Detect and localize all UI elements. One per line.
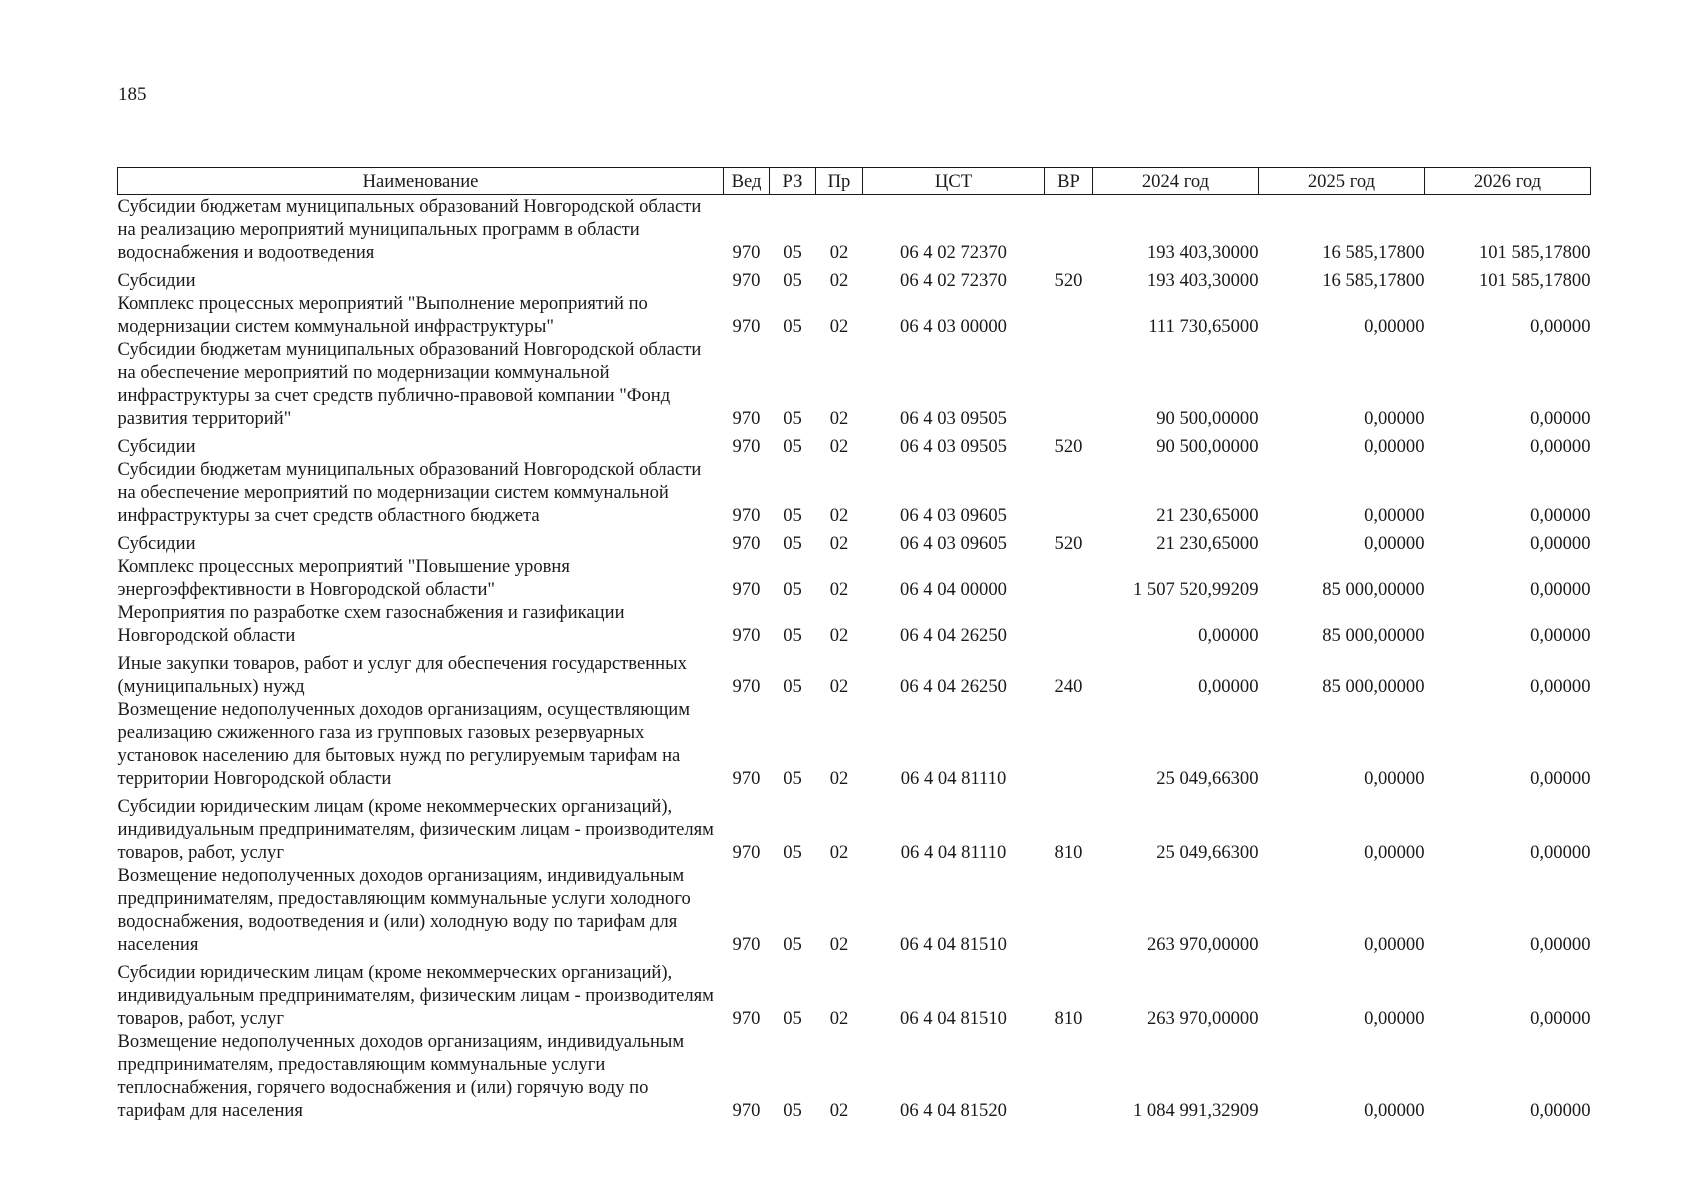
row-vr <box>1045 555 1093 601</box>
row-amount-2026: 0,00000 <box>1530 676 1591 697</box>
row-pr: 02 <box>829 625 849 646</box>
row-amount-2026: 0,00000 <box>1530 934 1591 955</box>
row-name: Комплекс процессных мероприятий "Повышение уровня энергоэффективности в Новгородской области" <box>117 556 570 600</box>
row-ved: 970 <box>732 676 761 697</box>
table-body <box>118 195 1591 1123</box>
row-rz: 05 <box>783 1008 802 1029</box>
row-cst: 06 4 03 09505 <box>900 408 1007 429</box>
row-name: Субсидии юридическим лицам (кроме некоммерческих организаций), индивидуальным предпринимателям, физическим лицам - производителям товаров, работ, услуг <box>117 796 714 863</box>
row-amount-2026: 0,00000 <box>1530 625 1591 646</box>
row-amount-2024: 1 084 991,32909 <box>1132 1100 1259 1121</box>
row-cst: 06 4 04 26250 <box>900 625 1007 646</box>
row-rz: 05 <box>783 505 802 526</box>
row-name: Субсидии <box>117 270 196 291</box>
row-name: Субсидии <box>117 436 196 457</box>
row-ved: 970 <box>732 436 761 457</box>
row-pr: 02 <box>829 842 849 863</box>
row-ved: 970 <box>732 625 761 646</box>
table-row <box>118 1030 1591 1122</box>
row-pr: 02 <box>829 768 849 789</box>
table-row <box>118 264 1591 292</box>
row-amount-2025: 0,00000 <box>1364 533 1425 554</box>
row-rz: 05 <box>783 533 802 554</box>
table-row <box>118 527 1591 555</box>
row-amount-2024: 21 230,65000 <box>1156 505 1259 526</box>
table-row <box>118 430 1591 458</box>
table-row <box>118 195 1591 265</box>
row-cst: 06 4 04 81110 <box>900 768 1007 789</box>
row-rz: 05 <box>783 1100 802 1121</box>
row-rz: 05 <box>783 242 802 263</box>
row-amount-2024: 193 403,30000 <box>1146 270 1259 291</box>
row-vr <box>1045 1030 1093 1122</box>
row-ved: 970 <box>732 842 761 863</box>
row-ved: 970 <box>732 768 761 789</box>
row-vr <box>1045 698 1093 790</box>
row-rz: 05 <box>783 579 802 600</box>
row-amount-2025: 85 000,00000 <box>1322 579 1425 600</box>
column-header-cst: ЦСТ <box>863 168 1045 195</box>
column-header-2024: 2024 год <box>1093 168 1259 195</box>
table-row <box>118 601 1591 647</box>
row-ved: 970 <box>732 934 761 955</box>
row-vr <box>1045 195 1093 265</box>
row-ved: 970 <box>732 270 761 291</box>
column-header-vr: ВР <box>1045 168 1093 195</box>
table-row <box>118 956 1591 1030</box>
row-pr: 02 <box>829 270 849 291</box>
row-cst: 06 4 02 72370 <box>900 270 1007 291</box>
table-header-row <box>118 168 1591 195</box>
row-amount-2024: 90 500,00000 <box>1156 408 1259 429</box>
row-pr: 02 <box>829 1100 849 1121</box>
row-cst: 06 4 03 09605 <box>900 533 1007 554</box>
row-vr <box>1045 458 1093 527</box>
row-vr: 520 <box>1054 533 1083 554</box>
row-pr: 02 <box>829 408 849 429</box>
row-name: Субсидии бюджетам муниципальных образований Новгородской области на обеспечение мероприятий по модернизации коммунальной инфраструктуры за счет средств публично-правовой компании "Фонд развития территорий" <box>117 339 702 429</box>
row-amount-2024: 263 970,00000 <box>1146 934 1259 955</box>
row-name: Мероприятия по разработке схем газоснабжения и газификации Новгородской области <box>117 602 625 646</box>
row-vr <box>1045 601 1093 647</box>
table-row <box>118 647 1591 698</box>
row-amount-2026: 0,00000 <box>1530 505 1591 526</box>
row-name: Возмещение недополученных доходов организациям, индивидуальным предпринимателям, предоставляющим коммунальные услуги холодного водоснабжения, водоотведения и (или) холодную воду по тарифам для населения <box>117 865 691 955</box>
row-cst: 06 4 04 81510 <box>900 1008 1007 1029</box>
row-pr: 02 <box>829 934 849 955</box>
table-row <box>118 338 1591 430</box>
row-cst: 06 4 02 72370 <box>900 242 1007 263</box>
row-ved: 970 <box>732 533 761 554</box>
row-vr: 520 <box>1054 270 1083 291</box>
row-amount-2024: 193 403,30000 <box>1146 242 1259 263</box>
budget-table <box>117 167 1591 1122</box>
row-amount-2025: 0,00000 <box>1364 408 1425 429</box>
row-amount-2025: 0,00000 <box>1364 934 1425 955</box>
row-pr: 02 <box>829 505 849 526</box>
row-amount-2024: 0,00000 <box>1198 676 1259 697</box>
row-pr: 02 <box>829 1008 849 1029</box>
row-amount-2025: 0,00000 <box>1364 1008 1425 1029</box>
row-amount-2024: 25 049,66300 <box>1156 842 1259 863</box>
row-amount-2025: 0,00000 <box>1364 505 1425 526</box>
row-amount-2026: 0,00000 <box>1530 533 1591 554</box>
page-number: 185 <box>118 84 147 105</box>
row-amount-2025: 16 585,17800 <box>1322 270 1425 291</box>
row-rz: 05 <box>783 270 802 291</box>
row-amount-2024: 25 049,66300 <box>1156 768 1259 789</box>
row-pr: 02 <box>829 316 849 337</box>
row-cst: 06 4 04 26250 <box>900 676 1007 697</box>
row-amount-2025: 0,00000 <box>1364 768 1425 789</box>
row-ved: 970 <box>732 1008 761 1029</box>
row-ved: 970 <box>732 1100 761 1121</box>
row-name: Возмещение недополученных доходов организациям, осуществляющим реализацию сжиженного газа из групповых газовых резервуарных установок населению для бытовых нужд по регулируемым тарифам на территории Новгородской области <box>117 699 690 789</box>
row-amount-2024: 263 970,00000 <box>1146 1008 1259 1029</box>
row-amount-2025: 85 000,00000 <box>1322 676 1425 697</box>
row-amount-2025: 0,00000 <box>1364 436 1425 457</box>
row-cst: 06 4 03 09505 <box>900 436 1007 457</box>
row-name: Иные закупки товаров, работ и услуг для обеспечения государственных (муниципальных) нужд <box>117 653 687 697</box>
row-amount-2026: 0,00000 <box>1530 842 1591 863</box>
row-amount-2024: 21 230,65000 <box>1156 533 1259 554</box>
row-pr: 02 <box>829 242 849 263</box>
row-pr: 02 <box>829 579 849 600</box>
row-cst: 06 4 04 81110 <box>900 842 1007 863</box>
table-row <box>118 698 1591 790</box>
column-header-2025: 2025 год <box>1259 168 1425 195</box>
row-ved: 970 <box>732 579 761 600</box>
row-rz: 05 <box>783 934 802 955</box>
row-amount-2024: 1 507 520,99209 <box>1132 579 1259 600</box>
row-amount-2025: 85 000,00000 <box>1322 625 1425 646</box>
column-header-rz: РЗ <box>770 168 816 195</box>
column-header-name: Наименование <box>118 168 724 195</box>
table-row <box>118 458 1591 527</box>
row-rz: 05 <box>783 625 802 646</box>
row-amount-2025: 0,00000 <box>1364 316 1425 337</box>
row-cst: 06 4 04 81510 <box>900 934 1007 955</box>
column-header-2026: 2026 год <box>1425 168 1591 195</box>
row-rz: 05 <box>783 676 802 697</box>
row-amount-2026: 0,00000 <box>1530 1100 1591 1121</box>
row-vr <box>1045 338 1093 430</box>
row-ved: 970 <box>732 408 761 429</box>
row-name: Субсидии <box>117 533 196 554</box>
table-row <box>118 292 1591 338</box>
row-ved: 970 <box>732 242 761 263</box>
row-rz: 05 <box>783 316 802 337</box>
row-name: Возмещение недополученных доходов организациям, индивидуальным предпринимателям, предоставляющим коммунальные услуги теплоснабжения, горячего водоснабжения и (или) горячую воду по тарифам для населения <box>117 1031 685 1121</box>
row-pr: 02 <box>829 436 849 457</box>
row-cst: 06 4 04 00000 <box>900 579 1007 600</box>
row-pr: 02 <box>829 676 849 697</box>
row-amount-2024: 0,00000 <box>1198 625 1259 646</box>
row-vr: 810 <box>1054 1008 1083 1029</box>
row-vr: 810 <box>1054 842 1083 863</box>
row-amount-2026: 0,00000 <box>1530 408 1591 429</box>
row-vr: 240 <box>1054 676 1083 697</box>
row-cst: 06 4 03 00000 <box>900 316 1007 337</box>
row-name: Комплекс процессных мероприятий "Выполнение мероприятий по модернизации систем коммунальной инфраструктуры" <box>117 293 648 337</box>
row-ved: 970 <box>732 505 761 526</box>
column-header-ved: Вед <box>724 168 770 195</box>
row-amount-2024: 90 500,00000 <box>1156 436 1259 457</box>
row-ved: 970 <box>732 316 761 337</box>
row-amount-2026: 101 585,17800 <box>1478 270 1591 291</box>
table-row <box>118 555 1591 601</box>
table-row <box>118 790 1591 864</box>
row-cst: 06 4 04 81520 <box>900 1100 1007 1121</box>
row-amount-2026: 101 585,17800 <box>1478 242 1591 263</box>
row-rz: 05 <box>783 842 802 863</box>
row-name: Субсидии юридическим лицам (кроме некоммерческих организаций), индивидуальным предпринимателям, физическим лицам - производителям товаров, работ, услуг <box>117 962 714 1029</box>
row-amount-2026: 0,00000 <box>1530 316 1591 337</box>
table-row <box>118 864 1591 956</box>
row-amount-2026: 0,00000 <box>1530 768 1591 789</box>
row-vr <box>1045 864 1093 956</box>
row-amount-2024: 111 730,65000 <box>1148 316 1259 337</box>
row-amount-2026: 0,00000 <box>1530 1008 1591 1029</box>
row-rz: 05 <box>783 768 802 789</box>
row-pr: 02 <box>829 533 849 554</box>
row-name: Субсидии бюджетам муниципальных образований Новгородской области на обеспечение мероприятий по модернизации систем коммунальной инфраструктуры за счет средств областного бюджета <box>117 459 702 526</box>
row-vr: 520 <box>1054 436 1083 457</box>
row-cst: 06 4 03 09605 <box>900 505 1007 526</box>
row-name: Субсидии бюджетам муниципальных образований Новгородской области на реализацию мероприятий муниципальных программ в области водоснабжения и водоотведения <box>117 196 702 263</box>
row-vr <box>1045 292 1093 338</box>
row-amount-2026: 0,00000 <box>1530 436 1591 457</box>
row-amount-2025: 16 585,17800 <box>1322 242 1425 263</box>
row-amount-2025: 0,00000 <box>1364 842 1425 863</box>
row-rz: 05 <box>783 436 802 457</box>
row-rz: 05 <box>783 408 802 429</box>
column-header-pr: Пр <box>816 168 863 195</box>
row-amount-2025: 0,00000 <box>1364 1100 1425 1121</box>
row-amount-2026: 0,00000 <box>1530 579 1591 600</box>
